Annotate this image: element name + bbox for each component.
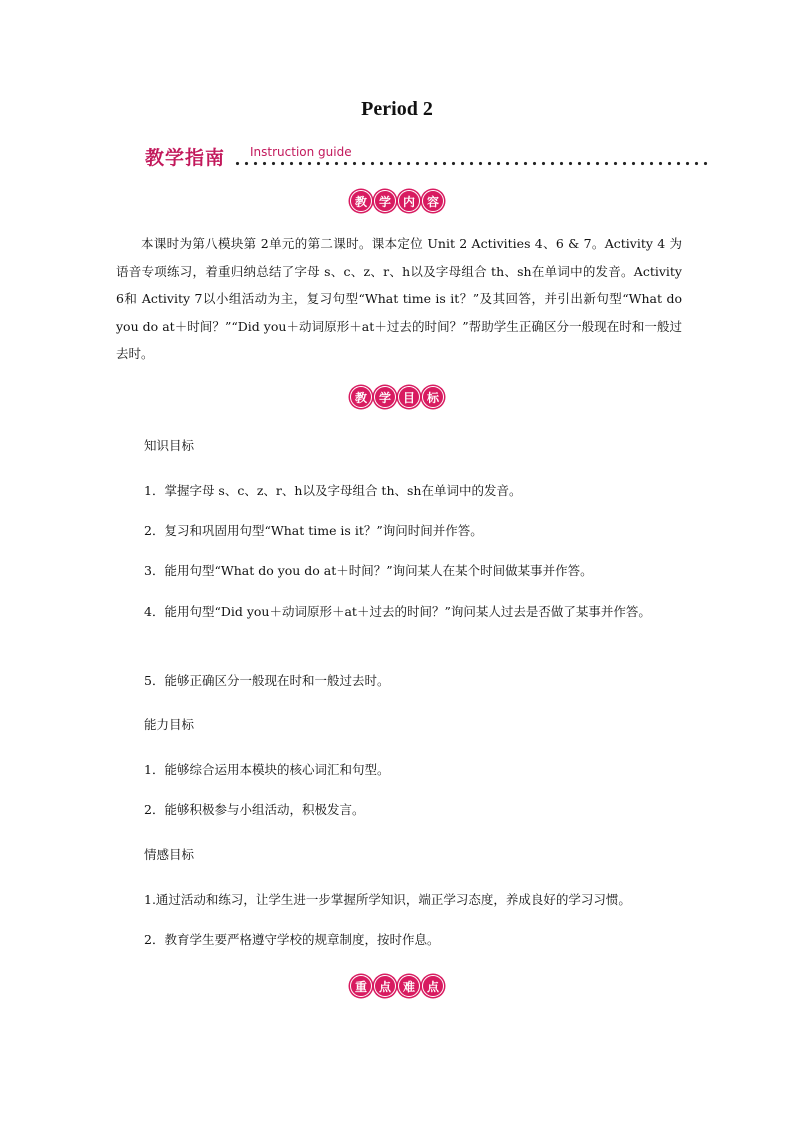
emotion-item: 1.通过活动和练习，让学生进一步掌握所学知识，端正学习态度，养成良好的学习习惯。 [144, 892, 631, 907]
badge-char: 重 [350, 975, 372, 997]
knowledge-item: 4．能用句型“Did you＋动词原形＋at＋过去的时间？”询问某人过去是否做了某事并作答。 [144, 604, 651, 619]
badge-char: 教 [350, 190, 372, 212]
knowledge-item: 2．复习和巩固用句型“What time is it？”询问时间并作答。 [144, 523, 483, 538]
knowledge-item: 3．能用句型“What do you do at＋时间？”询问某人在某个时间做某事并作答。 [144, 563, 593, 578]
emotion-item: 2．教育学生要严格遵守学校的规章制度，按时作息。 [144, 932, 440, 947]
section-badge-objectives [0, 386, 794, 408]
ability-item: 1．能够综合运用本模块的核心词汇和句型。 [144, 762, 390, 777]
instruction-guide-header [145, 143, 710, 169]
section-badge-key-points [0, 975, 794, 997]
emotion-heading: 情感目标 [144, 847, 195, 862]
ability-heading: 能力目标 [144, 717, 195, 732]
badge-char: 内 [398, 190, 420, 212]
badge-char: 目 [398, 386, 420, 408]
page-title: Period 2 [361, 98, 433, 120]
guide-title-en: Instruction guide [250, 145, 352, 159]
badge-char: 教 [350, 386, 372, 408]
knowledge-item: 1．掌握字母 s、c、z、r、h以及字母组合 th、sh在单词中的发音。 [144, 483, 522, 498]
ability-item: 2．能够积极参与小组活动，积极发言。 [144, 802, 365, 817]
badge-char: 标 [422, 386, 444, 408]
content-paragraph: 本课时为第八模块第 2单元的第二课时。课本定位 Unit 2 Activities 4、6 & 7。Activity 4 为语音专项练习，着重归纳总结了字母 s、c、z、r、h以及字母组合 th、sh在单词中的发音。Activity 6和 Activity 7以小组活动为主，复习句型“What time is it？”及其回答，并引出新句型“What do you do at＋时间？”“Did you＋动词原形＋at＋过去的时间？”帮助学生正确区分一般现在时和一般过去时。 [116, 236, 682, 361]
knowledge-item: 5．能够正确区分一般现在时和一般过去时。 [144, 673, 390, 688]
knowledge-heading: 知识目标 [144, 438, 195, 453]
section-badge-content [0, 190, 794, 212]
badge-char: 难 [398, 975, 420, 997]
badge-char: 学 [374, 386, 396, 408]
badge-char: 点 [422, 975, 444, 997]
badge-char: 学 [374, 190, 396, 212]
badge-char: 容 [422, 190, 444, 212]
dotted-divider [233, 161, 710, 166]
guide-title-cn: 教学指南 [145, 147, 226, 169]
badge-char: 点 [374, 975, 396, 997]
